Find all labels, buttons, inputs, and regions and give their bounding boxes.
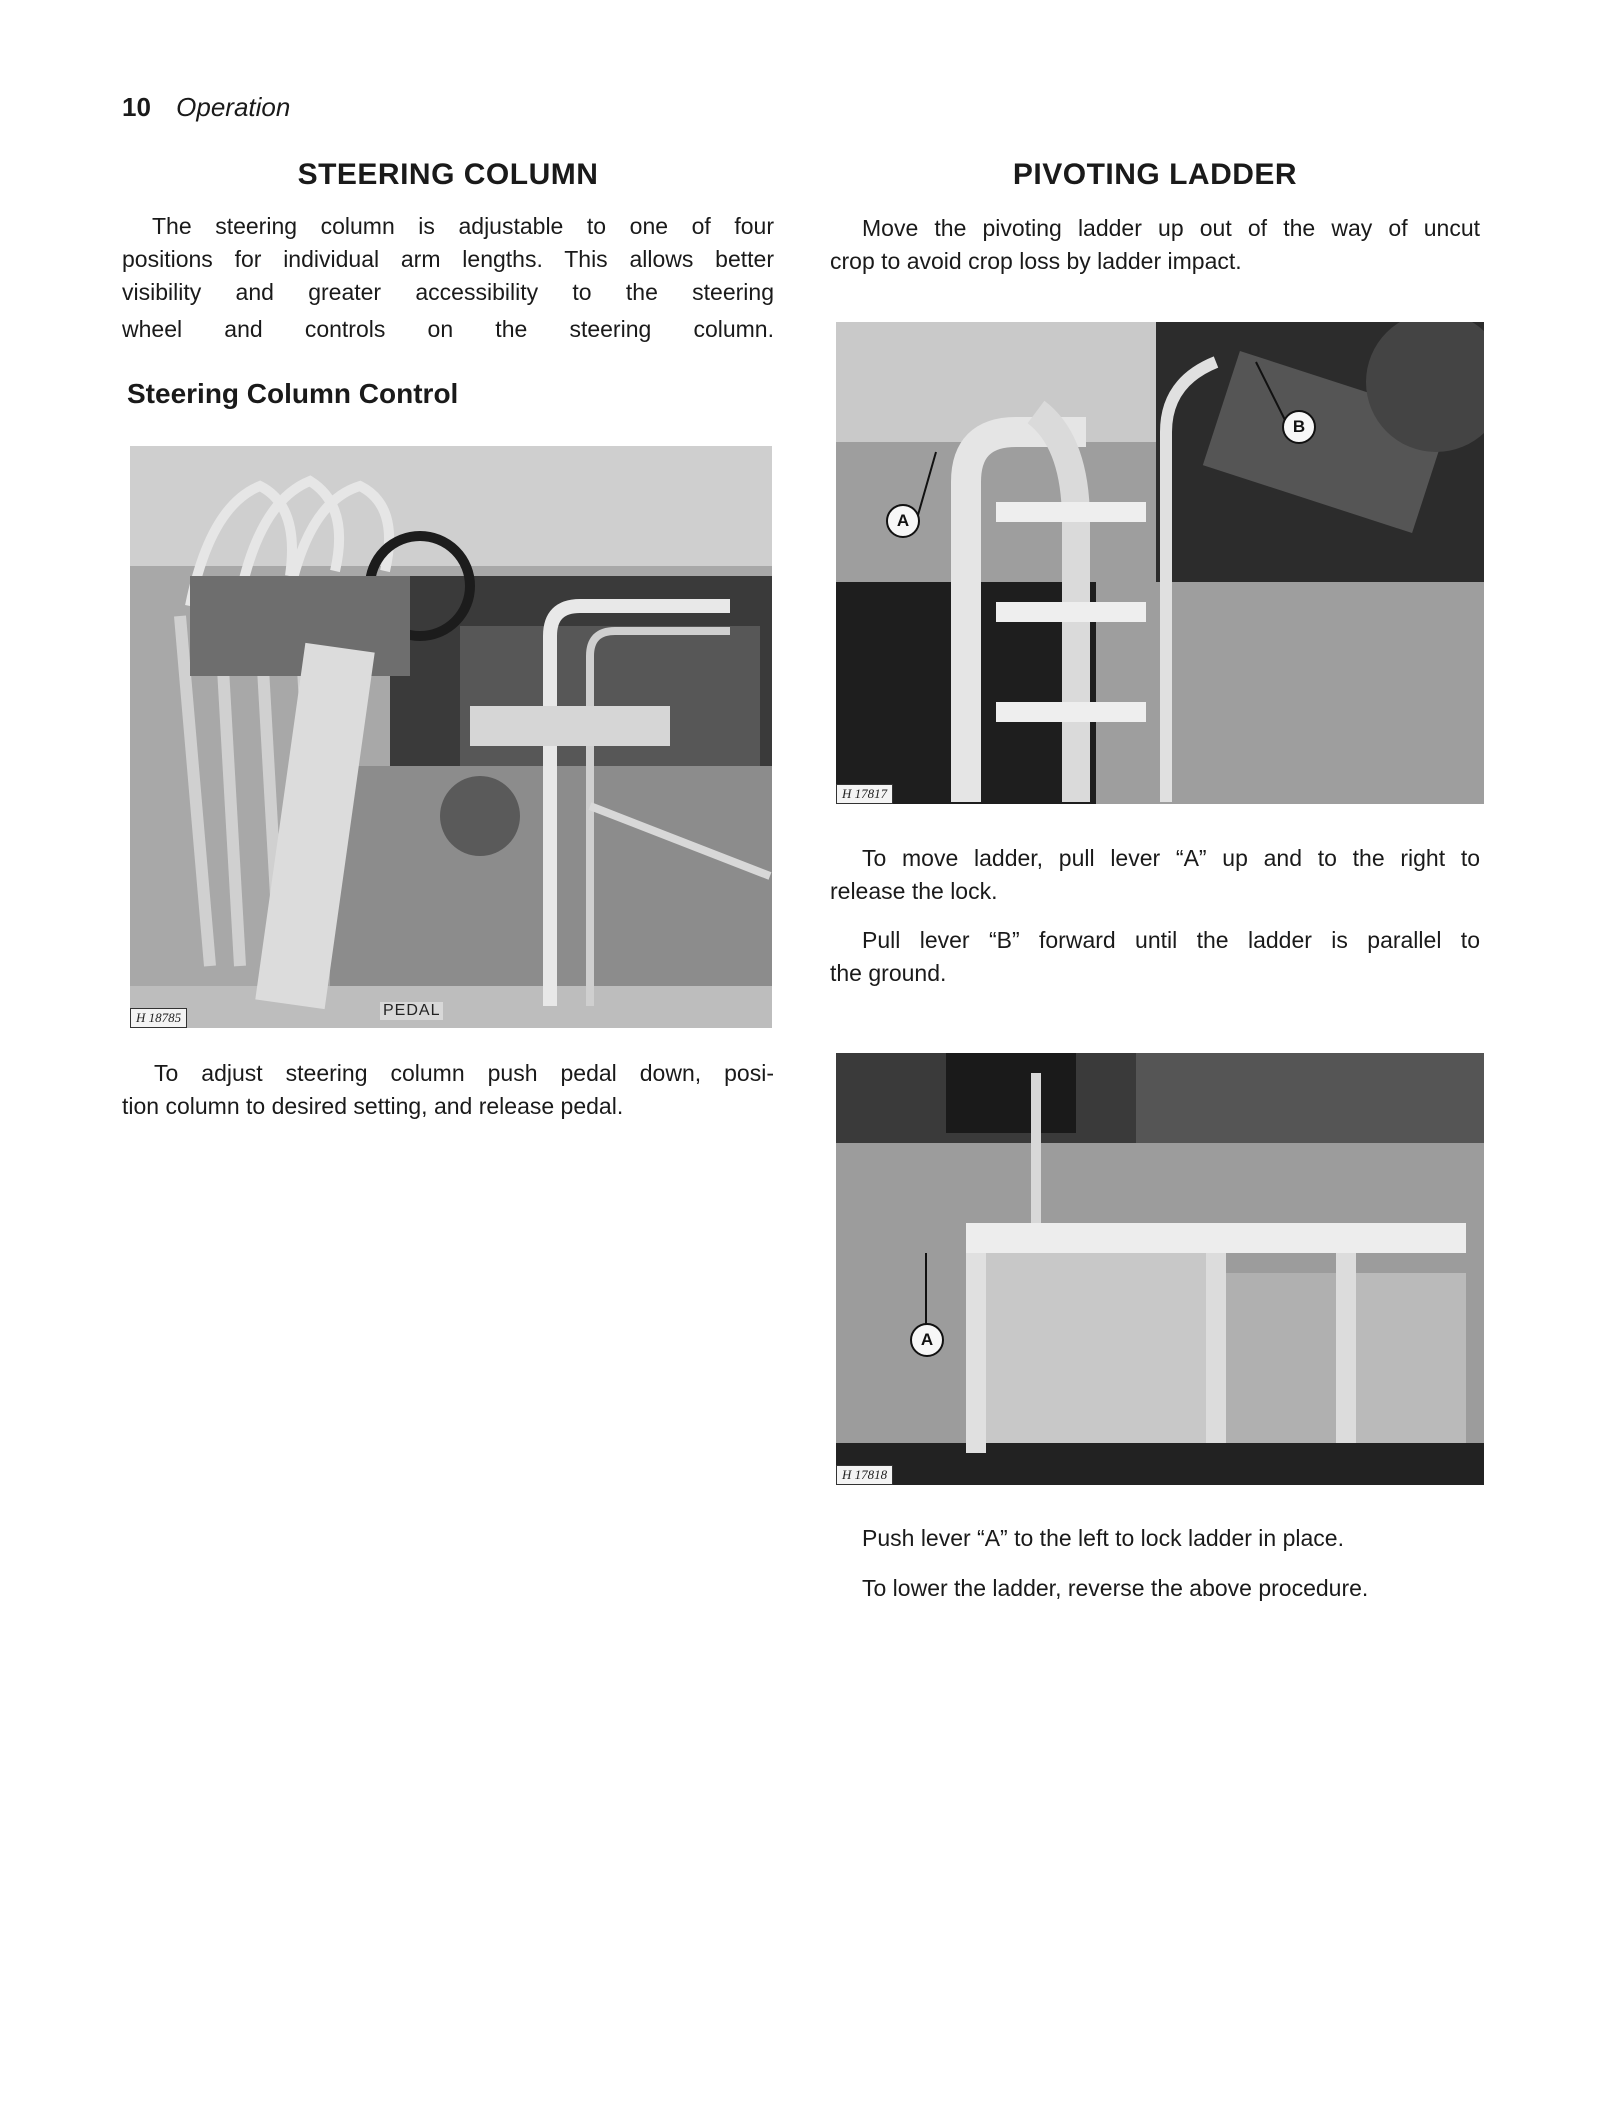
pivoting-ladder-intro [830,212,1480,278]
para-line: release the lock. [830,878,998,904]
ladder-up-photo [836,322,1484,804]
para-line: Pull lever “B” forward until the ladder is parallel to [862,927,1480,953]
ladder-up-photo-art [836,322,1484,804]
ladder-para-2 [830,924,1480,990]
intro-line: crop to avoid crop loss by ladder impact. [830,248,1242,274]
intro-line: visibility and greater accessibility to the steering [122,279,774,305]
steering-column-caption [122,1057,774,1123]
ladder-parallel-photo-art [836,1053,1484,1485]
ladder-parallel-photo [836,1053,1484,1485]
intro-line: Move the pivoting ladder up out of the way of uncut [862,215,1480,241]
steering-column-intro [122,210,774,346]
para-line: the ground. [830,960,947,986]
callout-b: B [1282,410,1316,444]
ladder-para-1 [830,842,1480,908]
intro-line: wheel and controls on the steering column. [122,316,774,342]
figure-tag: H 18785 [130,1008,187,1028]
section-name: Operation [176,92,291,122]
callout-a: A [910,1323,944,1357]
para-line: To move ladder, pull lever “A” up and to the right to [862,845,1480,871]
page-number: 10 [122,92,151,122]
ladder-para-4: To lower the ladder, reverse the above procedure. [862,1575,1369,1601]
callout-a: A [886,504,920,538]
intro-line: The steering column is adjustable to one of four [152,213,774,239]
steering-column-photo [130,446,772,1028]
page-header [122,92,290,123]
caption-line: To adjust steering column push pedal down, posi- [154,1060,774,1086]
figure-tag: H 17817 [836,784,893,804]
steering-column-heading: STEERING COLUMN [297,158,599,191]
steering-column-control-subheading: Steering Column Control [127,378,459,409]
pivoting-ladder-heading: PIVOTING LADDER [1012,158,1298,191]
ladder-para-3: Push lever “A” to the left to lock ladder in place. [862,1525,1344,1551]
intro-line: positions for individual arm lengths. This allows better [122,246,774,272]
steering-column-photo-art [130,446,772,1028]
figure-tag: H 17818 [836,1465,893,1485]
pedal-label: PEDAL [380,1002,443,1020]
caption-line: tion column to desired setting, and release pedal. [122,1093,624,1119]
